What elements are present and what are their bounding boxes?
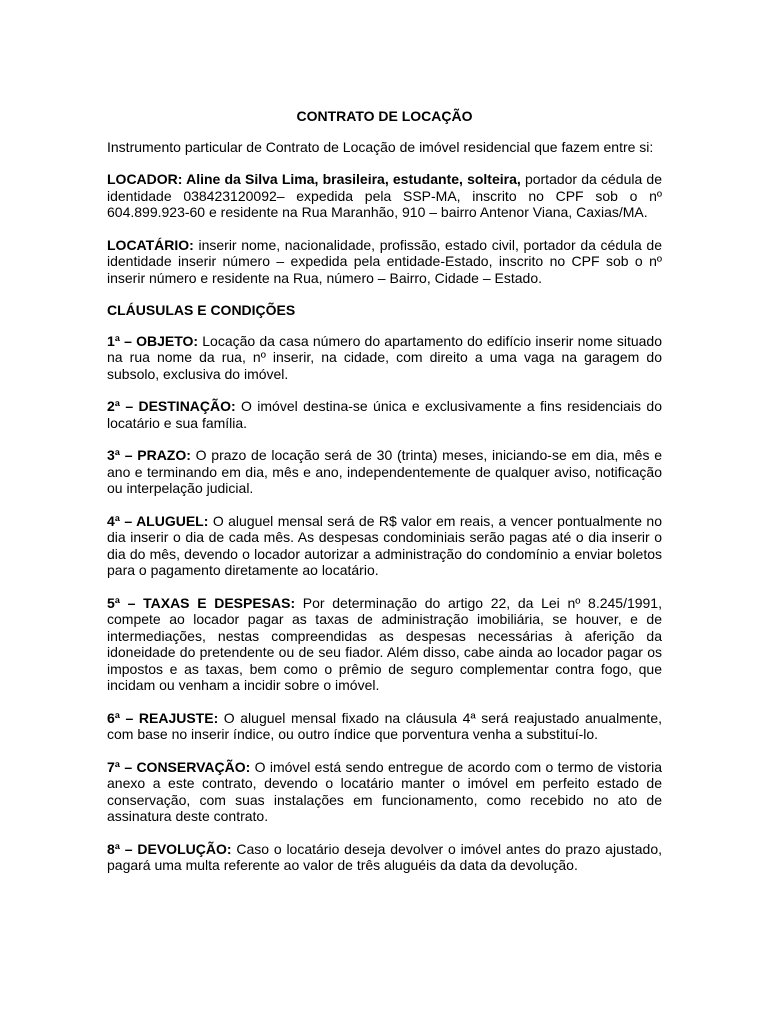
clause-label: 1ª – OBJETO: <box>107 332 199 349</box>
clause-text: O aluguel mensal fixado na cláusula 4ª será reajustado anualmente, com base no inserir índice, ou outro índice que porventura venha a substituí-lo. <box>107 709 662 742</box>
locatario-text: inserir nome, nacionalidade, profissão, estado civil, portador da cédula de identidade inserir número – expedida pela entidade-Estado, inscrito no CPF sob o nº inserir número e residente na Rua, número – Bairro, Cidade – Estado. <box>107 236 662 286</box>
clause-objeto <box>107 333 662 383</box>
clause-reajuste <box>107 710 662 743</box>
clause-text: O imóvel está sendo entregue de acordo com o termo de vistoria anexo a este contrato, devendo o locatário manter o imóvel em perfeito estado de conservação, com suas instalações em funcionamento, como recebido no ato de assinatura deste contrato. <box>107 758 662 824</box>
section-title: CLÁUSULAS E CONDIÇÕES <box>107 302 296 318</box>
clause-text: O aluguel mensal será de R$ valor em reais, a vencer pontualmente no dia inserir o dia de cada mês. As despesas condominiais serão pagas até o dia inserir o dia do mês, devendo o locador autorizar a administração do condomínio a enviar boletos para o pagamento diretamente ao locatário. <box>107 512 662 578</box>
clause-text: O imóvel destina-se única e exclusivamente a fins residenciais do locatário e sua família. <box>107 398 662 431</box>
clause-prazo <box>107 447 662 497</box>
clause-text: Locação da casa número do apartamento do edifício inserir nome situado na rua nome da rua, nº inserir, na cidade, com direito a uma vaga na garagem do subsolo, exclusiva do imóvel. <box>107 332 662 382</box>
clause-text: Por determinação do artigo 22, da Lei nº 8.245/1991, compete ao locador pagar as taxas de administração imobiliária, se houver, e de intermediações, nestas compreendidas as despesas necessárias à aferição da idoneidade do pretendente ou de seu fiador. Além disso, cabe ainda ao locador pagar os impostos e as taxas, bem como o prêmio de seguro complementar contra fogo, que incidam ou venham a incidir sobre o imóvel. <box>107 594 662 693</box>
clause-label: 6ª – REAJUSTE: <box>107 709 219 726</box>
clause-conservacao <box>107 759 662 825</box>
clause-label: 3ª – PRAZO: <box>107 447 191 463</box>
clause-text: Caso o locatário deseja devolver o imóvel antes do prazo ajustado, pagará uma multa referente ao valor de três aluguéis da data da devolução. <box>107 840 662 873</box>
clause-aluguel <box>107 513 662 579</box>
clause-label: 8ª – DEVOLUÇÃO: <box>107 840 232 857</box>
contract-document <box>107 108 662 874</box>
locatario-paragraph <box>107 237 662 287</box>
clause-destinacao <box>107 398 662 431</box>
clause-label: 7ª – CONSERVAÇÃO: <box>107 758 251 775</box>
clause-taxas-despesas <box>107 595 662 694</box>
clause-devolucao <box>107 841 662 874</box>
intro-paragraph: Instrumento particular de Contrato de Locação de imóvel residencial que fazem entre si: <box>107 138 654 155</box>
clause-label: 5ª – TAXAS E DESPESAS: <box>107 594 296 611</box>
clause-label: 4ª – ALUGUEL: <box>107 512 209 529</box>
locatario-label: LOCATÁRIO: <box>107 236 194 253</box>
locador-label: LOCADOR: Aline da Silva Lima, brasileira, estudante, solteira, <box>107 171 521 187</box>
locador-text: portador da cédula de identidade 038423120092– expedida pela SSP-MA, inscrito no CPF sob o nº 604.899.923-60 e residente na Rua Maranhão, 910 – bairro Antenor Viana, Caxias/MA. <box>107 171 662 220</box>
document-title: CONTRATO DE LOCAÇÃO <box>296 108 473 124</box>
locador-paragraph <box>107 171 662 221</box>
clause-label: 2ª – DESTINAÇÃO: <box>107 398 236 414</box>
clause-text: O prazo de locação será de 30 (trinta) meses, iniciando-se em dia, mês e ano e terminando em dia, mês e ano, independentemente de qualquer aviso, notificação ou interpelação judicial. <box>107 447 662 496</box>
